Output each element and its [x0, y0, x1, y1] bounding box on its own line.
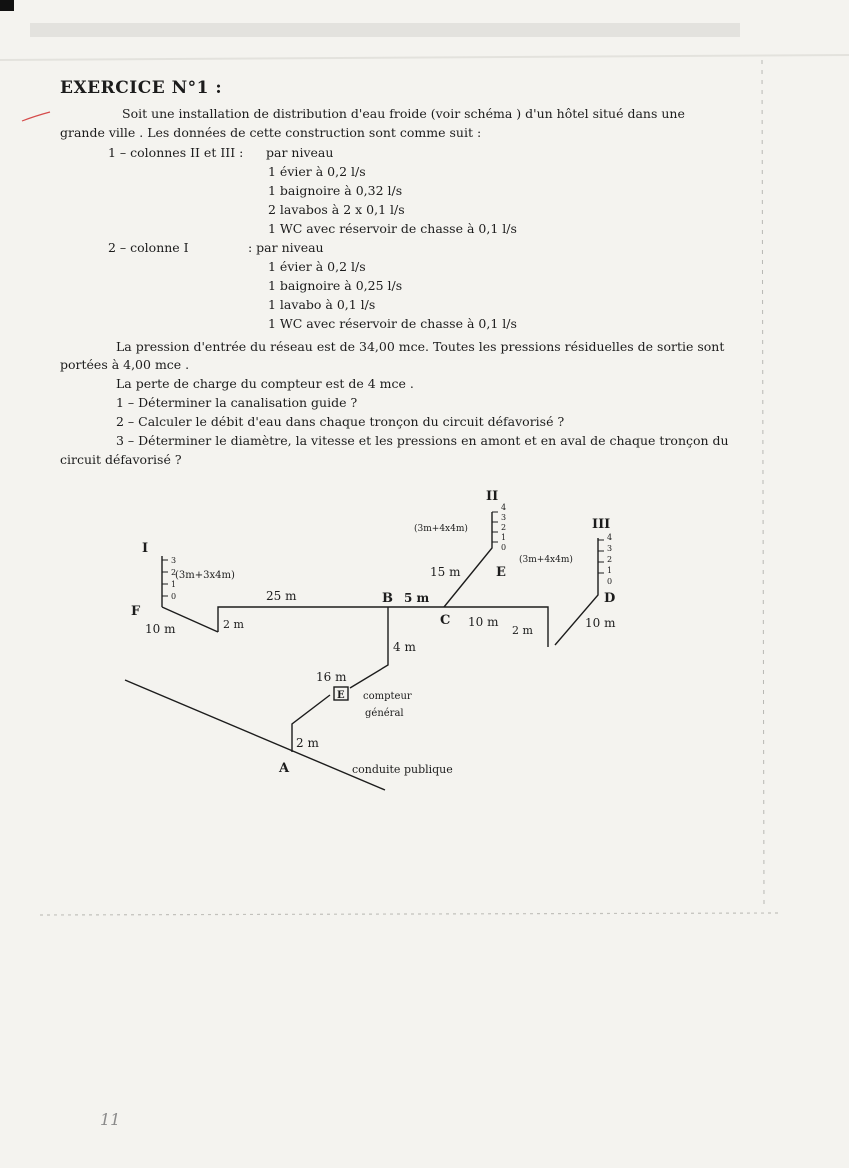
length-B-down: 4 m — [393, 640, 416, 654]
group1-label: 1 – colonnes II et III : — [108, 145, 244, 160]
length-C-drop: 2 m — [512, 624, 533, 637]
col-III-floor: 2 — [607, 555, 613, 564]
node-E: E — [496, 565, 506, 580]
page-number: 11 — [100, 1110, 121, 1129]
node-A: A — [279, 761, 290, 776]
group2-item: 1 WC avec réservoir de chasse à 0,1 l/s — [268, 316, 517, 331]
public-main-line — [125, 680, 385, 790]
intro-line-2: grande ville . Les données de cette construction sont comme suit : — [60, 125, 482, 140]
intro-line-1: Soit une installation de distribution d'eau froide (voir schéma ) d'un hôtel situé dans une — [122, 106, 685, 121]
length-F-B: 25 m — [266, 589, 297, 603]
question-1: 1 – Déterminer la canalisation guide ? — [116, 395, 358, 410]
col-III-floor: 1 — [607, 566, 613, 575]
node-D: D — [604, 591, 616, 606]
group2-label: 2 – colonne I — [108, 240, 189, 255]
group2-level: : par niveau — [248, 240, 324, 255]
scan-corner-mark — [0, 0, 14, 11]
col-I-floor: 3 — [171, 556, 177, 565]
meter-label-1: compteur — [363, 691, 412, 702]
length-C-E: 15 m — [430, 565, 461, 579]
length-B-C: 5 m — [404, 591, 430, 605]
col-I-floor: 2 — [171, 568, 177, 577]
column-III-label: III — [592, 517, 611, 532]
piping-schema — [0, 470, 849, 810]
exercise-title: EXERCICE N°1 : — [60, 78, 223, 98]
meter-symbol: E — [337, 690, 345, 701]
length-F-left: 10 m — [145, 622, 176, 636]
col-I-floor: 1 — [171, 580, 177, 589]
length-A: 2 m — [296, 736, 319, 750]
pipe-main-horizontal — [218, 607, 548, 647]
length-meter: 16 m — [316, 670, 347, 684]
col-III-floor: 0 — [607, 577, 613, 586]
public-main-label: conduite publique — [352, 763, 453, 776]
node-B: B — [382, 591, 393, 606]
floor-ticks — [162, 512, 604, 596]
question-2: 2 – Calculer le débit d'eau dans chaque tronçon du circuit défavorisé ? — [116, 414, 565, 429]
column-I-label: I — [142, 541, 149, 556]
column-II-label: II — [486, 489, 499, 504]
pressure-line-1: La pression d'entrée du réseau est de 34,00 mce. Toutes les pressions résiduelles de sortie sont — [116, 339, 725, 354]
meter-loss-line: La perte de charge du compteur est de 4 mce . — [116, 376, 414, 391]
pressure-line-2: portées à 4,00 mce . — [60, 357, 190, 372]
col-III-floor: 3 — [607, 544, 613, 553]
question-3-line-1: 3 – Déterminer le diamètre, la vitesse et les pressions en amont et en aval de chaque tronçon du — [116, 433, 729, 448]
node-C: C — [440, 613, 451, 628]
group2-item: 1 évier à 0,2 l/s — [268, 259, 366, 274]
length-C-right: 10 m — [468, 615, 499, 629]
length-D: 10 m — [585, 616, 616, 630]
meter-label-2: général — [365, 708, 404, 719]
group1-item: 1 WC avec réservoir de chasse à 0,1 l/s — [268, 221, 517, 236]
col-II-floor: 0 — [501, 543, 507, 552]
col-II-floor: 1 — [501, 533, 507, 542]
col-II-floor: 2 — [501, 523, 507, 532]
col-I-height: (3m+3x4m) — [175, 570, 235, 581]
col-II-floor: 3 — [501, 513, 507, 522]
group2-item: 1 baignoire à 0,25 l/s — [268, 278, 403, 293]
group1-item: 2 lavabos à 2 x 0,1 l/s — [268, 202, 405, 217]
node-F: F — [131, 604, 141, 619]
col-III-height: (3m+4x4m) — [519, 555, 573, 565]
group2-item: 1 lavabo à 0,1 l/s — [268, 297, 376, 312]
col-II-floor: 4 — [501, 503, 507, 512]
col-III-floor: 4 — [607, 533, 613, 542]
length-F-drop: 2 m — [223, 618, 244, 631]
col-I-floor: 0 — [171, 592, 177, 601]
group1-level: par niveau — [266, 145, 334, 160]
pipe-meter-B — [350, 607, 388, 688]
question-3-line-2: circuit défavorisé ? — [60, 452, 182, 467]
group1-item: 1 évier à 0,2 l/s — [268, 164, 366, 179]
group1-item: 1 baignoire à 0,32 l/s — [268, 183, 403, 198]
col-II-height: (3m+4x4m) — [414, 524, 468, 534]
